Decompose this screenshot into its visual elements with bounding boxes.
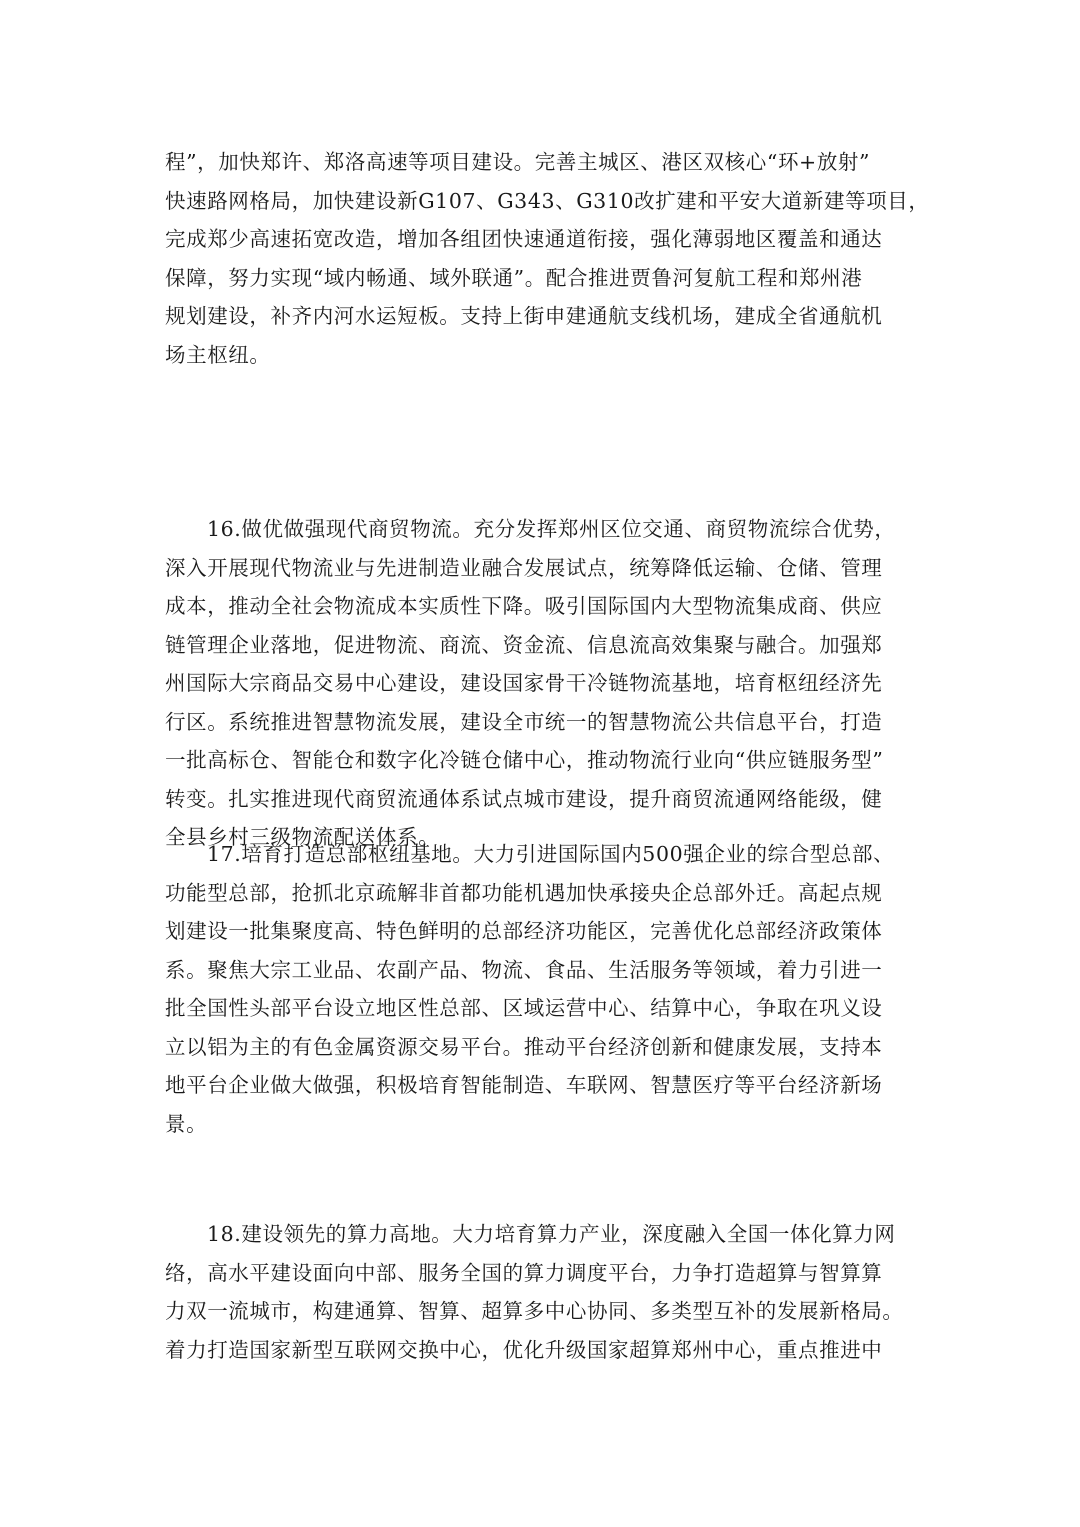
text-line: 全县乡村三级物流配送体系。 [165, 825, 440, 849]
text-line: 地平台企业做大做强，积极培育智能制造、车联网、智慧医疗等平台经济新场 [165, 1073, 883, 1097]
text-line: 着力打造国家新型互联网交换中心，优化升级国家超算郑州中心，重点推进中 [165, 1337, 883, 1362]
text-line: 成本，推动全社会物流成本实质性下降。吸引国际国内大型物流集成商、供应 [165, 594, 883, 618]
text-line: 完成郑少高速拓宽改造，增加各组团快速通道衔接，强化薄弱地区覆盖和通达 [165, 227, 883, 251]
text-line: 链管理企业落地，促进物流、商流、资金流、信息流高效集聚与融合。加强郑 [165, 632, 883, 657]
text-line-first: 18.建设领先的算力高地。大力培育算力产业，深度融入全国一体化算力网 [207, 1222, 896, 1246]
text-line: 景。 [165, 1111, 208, 1136]
text-line: 行区。系统推进智慧物流发展，建设全市统一的智慧物流公共信息平台，打造 [165, 709, 883, 734]
paragraph-17-headquarters-hub [165, 835, 945, 1143]
text-line: 立以铝为主的有色金属资源交易平台。推动平台经济创新和健康发展，支持本 [165, 1034, 883, 1059]
text-line-first: 17.培育打造总部枢纽基地。大力引进国际国内500强企业的综合型总部、 [207, 842, 895, 866]
text-line: 场主枢纽。 [165, 342, 271, 367]
text-line: 州国际大宗商品交易中心建设，建设国家骨干冷链物流基地，培育枢纽经济先 [165, 671, 883, 695]
text-line: 批全国性头部平台设立地区性总部、区域运营中心、结算中心，争取在巩义设 [165, 996, 883, 1020]
text-line: 功能型总部，抢抓北京疏解非首都功能机遇加快承接央企总部外迁。高起点规 [165, 880, 883, 905]
text-line: 络，高水平建设面向中部、服务全国的算力调度平台，力争打造超算与智算算 [165, 1260, 883, 1285]
text-line: 力双一流城市，构建通算、智算、超算多中心协同、多类型互补的发展新格局。 [165, 1299, 904, 1323]
text-line: 系。聚焦大宗工业品、农副产品、物流、食品、生活服务等领域，着力引进一 [165, 957, 883, 982]
paragraph-18-computing-power [165, 1215, 945, 1369]
paragraph-transport-continued [165, 143, 945, 374]
text-line: 规划建设，补齐内河水运短板。支持上街申建通航支线机场，建成全省通航机 [165, 304, 883, 328]
text-line: 一批高标仓、智能仓和数字化冷链仓储中心，推动物流行业向“供应链服务型” [165, 748, 884, 772]
text-line: 快速路网格局，加快建设新G107、G343、G310改扩建和平安大道新建等项目， [165, 188, 930, 213]
text-line: 程”，加快郑许、郑洛高速等项目建设。完善主城区、港区双核心“环+放射” [165, 150, 871, 174]
text-line: 保障，努力实现“域内畅通、域外联通”。配合推进贾鲁河复航工程和郑州港 [165, 265, 863, 290]
paragraph-16-commerce-logistics [165, 510, 945, 857]
text-line: 转变。扎实推进现代商贸流通体系试点城市建设，提升商贸流通网络能级，健 [165, 786, 883, 811]
text-line: 深入开展现代物流业与先进制造业融合发展试点，统筹降低运输、仓储、管理 [165, 555, 883, 580]
text-line-first: 16.做优做强现代商贸物流。充分发挥郑州区位交通、商贸物流综合优势， [207, 517, 896, 541]
text-line: 划建设一批集聚度高、特色鲜明的总部经济功能区，完善优化总部经济政策体 [165, 919, 883, 943]
